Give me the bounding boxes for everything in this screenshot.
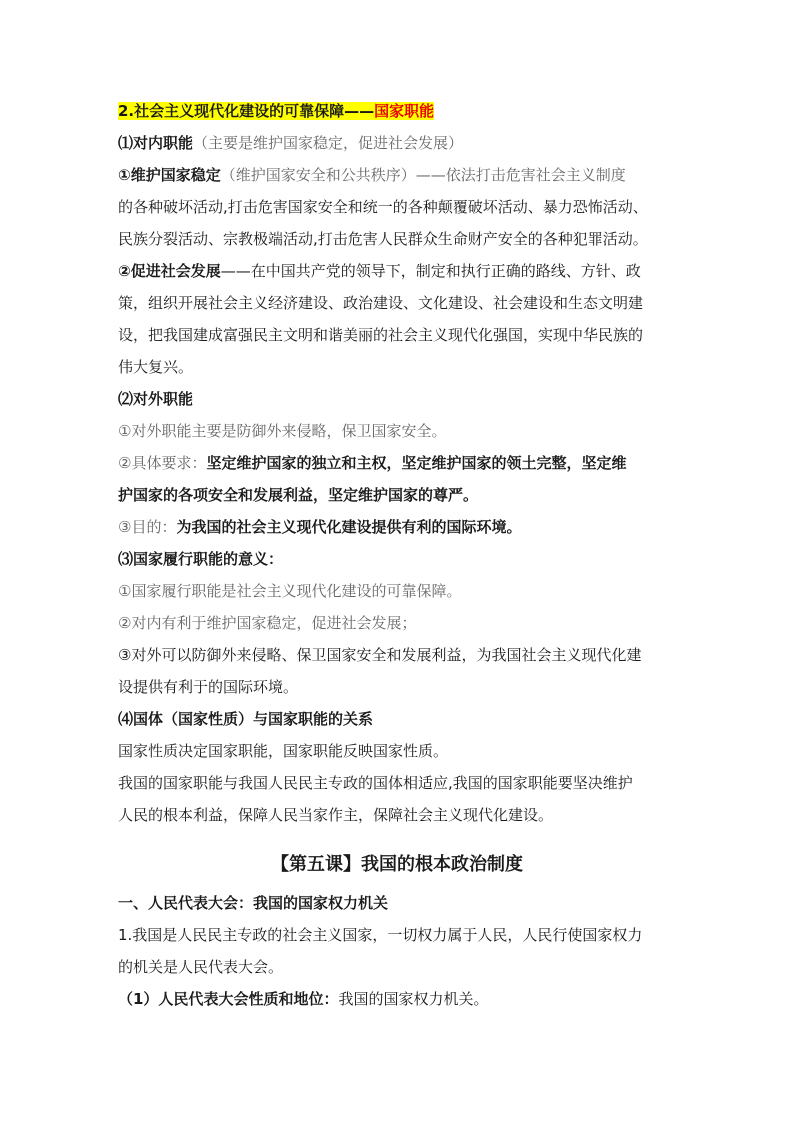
paragraph-line: 伟大复兴。 xyxy=(118,358,194,376)
section-title: 2.社会主义现代化建设的可靠保障——国家职能 xyxy=(118,102,435,120)
paragraph-line: 策，组织开展社会主义经济建设、政治建设、文化建设、社会建设和生态文明建 xyxy=(118,294,644,312)
paragraph-line: 人民的根本利益，保障人民当家作主，保障社会主义现代化建设。 xyxy=(118,806,554,824)
subheading-external-function: ⑵对外职能 xyxy=(118,390,194,408)
paragraph-line: ②促进社会发展——在中国共产党的领导下，制定和执行正确的路线、方针、政 xyxy=(118,262,641,280)
paragraph-line: 我国的国家职能与我国人民民主专政的国体相适应,我国的国家职能要坚决维护 xyxy=(118,774,633,792)
paragraph-line: ②对内有利于维护国家稳定，促进社会发展； xyxy=(118,614,417,632)
paragraph-line: ①国家履行职能是社会主义现代化建设的可靠保障。 xyxy=(118,582,462,600)
paragraph-line: （1）人民代表大会性质和地位：我国的国家权力机关。 xyxy=(118,990,489,1008)
paragraph-line: ③目的：为我国的社会主义现代化建设提供有利的国际环境。 xyxy=(118,518,522,536)
paragraph-line: 的各种破坏活动,打击危害国家安全和统一的各种颠覆破坏活动、暴力恐怖活动、 xyxy=(118,198,648,216)
paragraph-line: 国家性质决定国家职能，国家职能反映国家性质。 xyxy=(118,742,449,760)
lesson-title: 【第五课】我国的根本政治制度 xyxy=(271,854,523,875)
paragraph-line: ①维护国家稳定（维护国家安全和公共秩序）——依法打击危害社会主义制度 xyxy=(118,166,626,184)
paragraph-line: 的机关是人民代表大会。 xyxy=(118,958,284,976)
paragraph-line: 护国家的各项安全和发展利益，坚定维护国家的尊严。 xyxy=(118,486,479,504)
paragraph-line: 设，把我国建成富强民主文明和谐美丽的社会主义现代化强国，实现中华民族的 xyxy=(118,326,644,344)
paragraph-line: 设提供有利于的国际环境。 xyxy=(118,678,299,696)
section-heading: 一、人民代表大会：我国的国家权力机关 xyxy=(118,894,389,912)
subheading-significance: ⑶国家履行职能的意义： xyxy=(118,550,284,568)
subheading-relationship: ⑷国体（国家性质）与国家职能的关系 xyxy=(118,710,374,728)
paragraph-line: 1.我国是人民民主专政的社会主义国家，一切权力属于人民，人民行使国家权力 xyxy=(118,926,643,944)
paragraph-line: ①对外职能主要是防御外来侵略，保卫国家安全。 xyxy=(118,422,447,440)
paragraph-line: ②具体要求：坚定维护国家的独立和主权，坚定维护国家的领土完整，坚定维 xyxy=(118,454,627,472)
paragraph-line: ③对外可以防御外来侵略、保卫国家安全和发展利益，为我国社会主义现代化建 xyxy=(118,646,642,664)
paragraph-line: 民族分裂活动、宗教极端活动,打击危害人民群众生命财产安全的各种犯罪活动。 xyxy=(118,230,648,248)
subheading-internal-function: ⑴对内职能（主要是维护国家稳定，促进社会发展） xyxy=(118,134,464,152)
